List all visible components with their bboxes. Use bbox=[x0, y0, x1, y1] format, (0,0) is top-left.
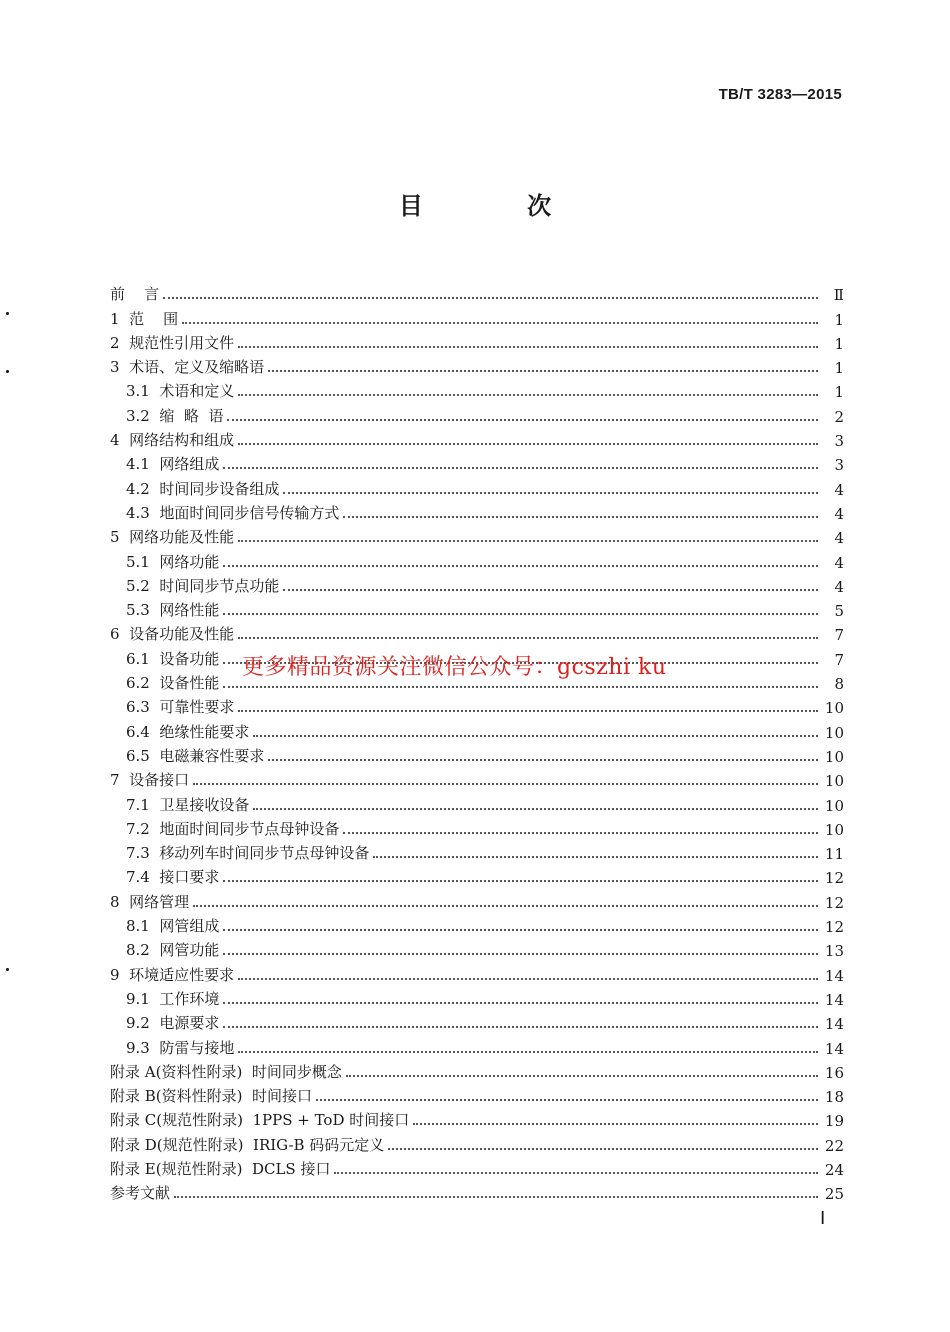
toc-leader-dots bbox=[238, 710, 818, 712]
toc-entry-page: 7 bbox=[834, 626, 844, 645]
toc-entry-label: 2 规范性引用文件 bbox=[110, 333, 235, 352]
toc-leader-dots bbox=[238, 1051, 818, 1053]
toc-entry-label: 7.3 移动列车时间同步节点母钟设备 bbox=[126, 844, 370, 863]
toc-entry-label: 9.1 工作环境 bbox=[126, 989, 220, 1008]
toc-leader-dots bbox=[174, 1196, 818, 1198]
toc-entry bbox=[110, 693, 844, 717]
toc-entry-label: 3.2 缩 略 语 bbox=[126, 406, 224, 425]
toc-leader-dots bbox=[238, 443, 818, 445]
toc-entry-page: 19 bbox=[824, 1112, 844, 1131]
toc-entry-page: 10 bbox=[824, 796, 844, 815]
toc-entry bbox=[110, 1009, 844, 1033]
toc-entry-label: 4 网络结构和组成 bbox=[110, 431, 235, 450]
toc-entry-page: 14 bbox=[824, 1039, 844, 1058]
toc-entry-page: 10 bbox=[824, 723, 844, 742]
toc-entry-page: 8 bbox=[834, 675, 844, 694]
toc-entry bbox=[110, 1179, 844, 1203]
watermark-text: 更多精品资源关注微信公众号：gcszhi ku bbox=[242, 655, 667, 680]
toc-leader-dots bbox=[268, 759, 818, 761]
toc-entry-page: 12 bbox=[824, 918, 844, 937]
toc-entry bbox=[110, 377, 844, 401]
toc-leader-dots bbox=[343, 832, 818, 834]
toc-entry-label: 6 设备功能及性能 bbox=[110, 625, 235, 644]
toc-entry-label: 6.5 电磁兼容性要求 bbox=[126, 746, 265, 765]
toc-entry-label: 附录 B(资料性附录) 时间接口 bbox=[110, 1087, 313, 1106]
toc-entry-label: 4.3 地面时间同步信号传输方式 bbox=[126, 503, 340, 522]
toc-entry-page: 10 bbox=[824, 747, 844, 766]
toc-entry-label: 7.2 地面时间同步节点母钟设备 bbox=[126, 819, 340, 838]
toc-entry bbox=[110, 742, 844, 766]
toc-entry bbox=[110, 474, 844, 498]
standard-code: TB/T 3283—2015 bbox=[718, 86, 842, 103]
toc-entry-label: 4.2 时间同步设备组成 bbox=[126, 479, 280, 498]
toc-entry-label: 6.4 绝缘性能要求 bbox=[126, 722, 250, 741]
toc-entry-label: 9.2 电源要求 bbox=[126, 1014, 220, 1033]
toc-entry-page: 1 bbox=[834, 310, 844, 329]
toc-entry bbox=[110, 572, 844, 596]
toc-entry-label: 附录 D(规范性附录) IRIG-B 码码元定义 bbox=[110, 1135, 385, 1154]
margin-dot bbox=[6, 312, 9, 315]
toc-entry-page: 13 bbox=[824, 942, 844, 961]
toc-entry-label: 7.4 接口要求 bbox=[126, 868, 220, 887]
toc-entry bbox=[110, 766, 844, 790]
toc-entry-page: 14 bbox=[824, 1015, 844, 1034]
toc-entry bbox=[110, 887, 844, 911]
toc-entry bbox=[110, 936, 844, 960]
toc-entry-page: 1 bbox=[834, 334, 844, 353]
toc-entry-page: 16 bbox=[824, 1063, 844, 1082]
toc-entry-page: 4 bbox=[834, 553, 844, 572]
toc-leader-dots bbox=[223, 1026, 818, 1028]
toc-entry-page: 4 bbox=[834, 504, 844, 523]
toc-entry bbox=[110, 863, 844, 887]
toc-leader-dots bbox=[253, 808, 818, 810]
toc-entry bbox=[110, 815, 844, 839]
toc-leader-dots bbox=[182, 322, 818, 324]
toc-leader-dots bbox=[388, 1148, 818, 1150]
toc-entry-page: 1 bbox=[834, 383, 844, 402]
toc-entry bbox=[110, 1082, 844, 1106]
toc-entry bbox=[110, 839, 844, 863]
toc-entry-page: 14 bbox=[824, 966, 844, 985]
toc-entry bbox=[110, 426, 844, 450]
toc-entry-page: 2 bbox=[834, 407, 844, 426]
toc-leader-dots bbox=[163, 297, 818, 299]
toc-entry-label: 9.3 防雷与接地 bbox=[126, 1038, 235, 1057]
margin-dot bbox=[6, 968, 9, 971]
toc-entry-label: 附录 C(规范性附录) 1PPS + ToD 时间接口 bbox=[110, 1111, 410, 1130]
toc-leader-dots bbox=[373, 856, 818, 858]
toc-entry bbox=[110, 790, 844, 814]
toc-entry-label: 5 网络功能及性能 bbox=[110, 528, 235, 547]
toc-entry bbox=[110, 912, 844, 936]
toc-entry bbox=[110, 401, 844, 425]
toc-entry-page: 10 bbox=[824, 820, 844, 839]
page-folio: Ⅰ bbox=[820, 1208, 826, 1228]
toc-entry-page: 22 bbox=[824, 1136, 844, 1155]
toc-entry-label: 5.2 时间同步节点功能 bbox=[126, 576, 280, 595]
toc-entry-page: 14 bbox=[824, 990, 844, 1009]
toc-leader-dots bbox=[334, 1172, 818, 1174]
toc-leader-dots bbox=[193, 905, 818, 907]
toc-leader-dots bbox=[223, 880, 818, 882]
toc-leader-dots bbox=[253, 735, 818, 737]
toc-entry bbox=[110, 1130, 844, 1154]
toc-entry-page: 3 bbox=[834, 432, 844, 451]
table-of-contents bbox=[110, 280, 844, 1203]
toc-entry-page: 4 bbox=[834, 577, 844, 596]
toc-entry bbox=[110, 450, 844, 474]
toc-leader-dots bbox=[316, 1099, 818, 1101]
toc-entry bbox=[110, 596, 844, 620]
toc-entry-page: 12 bbox=[824, 869, 844, 888]
toc-leader-dots bbox=[223, 929, 818, 931]
toc-leader-dots bbox=[238, 637, 818, 639]
toc-leader-dots bbox=[223, 565, 818, 567]
toc-entry-label: 5.1 网络功能 bbox=[126, 552, 220, 571]
toc-leader-dots bbox=[413, 1123, 818, 1125]
toc-entry-label: 8 网络管理 bbox=[110, 892, 190, 911]
toc-entry-page: 3 bbox=[834, 456, 844, 475]
toc-entry bbox=[110, 1033, 844, 1057]
toc-entry-page: 12 bbox=[824, 893, 844, 912]
toc-leader-dots bbox=[346, 1075, 818, 1077]
toc-leader-dots bbox=[283, 589, 818, 591]
toc-leader-dots bbox=[238, 346, 818, 348]
toc-entry bbox=[110, 960, 844, 984]
toc-entry-label: 6.3 可靠性要求 bbox=[126, 698, 235, 717]
margin-dot bbox=[6, 370, 9, 373]
toc-entry bbox=[110, 499, 844, 523]
toc-leader-dots bbox=[238, 394, 818, 396]
toc-entry bbox=[110, 1058, 844, 1082]
toc-leader-dots bbox=[193, 783, 818, 785]
toc-entry-page: 4 bbox=[834, 480, 844, 499]
toc-entry-label: 7.1 卫星接收设备 bbox=[126, 795, 250, 814]
toc-leader-dots bbox=[223, 953, 818, 955]
toc-entry-page: 5 bbox=[834, 602, 844, 621]
toc-entry-page: Ⅱ bbox=[833, 286, 844, 305]
toc-entry-label: 附录 A(资料性附录) 时间同步概念 bbox=[110, 1062, 342, 1081]
toc-entry bbox=[110, 523, 844, 547]
toc-entry-page: 24 bbox=[824, 1160, 844, 1179]
toc-entry-page: 18 bbox=[824, 1088, 844, 1107]
toc-leader-dots bbox=[223, 613, 818, 615]
toc-entry-label: 参考文献 bbox=[110, 1184, 171, 1203]
toc-entry-label: 3 术语、定义及缩略语 bbox=[110, 358, 265, 377]
toc-leader-dots bbox=[283, 492, 818, 494]
toc-entry bbox=[110, 1155, 844, 1179]
toc-entry-label: 1 范 围 bbox=[110, 309, 179, 328]
toc-entry-label: 前 言 bbox=[110, 285, 160, 304]
toc-entry-label: 3.1 术语和定义 bbox=[126, 382, 235, 401]
toc-entry bbox=[110, 304, 844, 328]
toc-leader-dots bbox=[343, 516, 818, 518]
toc-entry-page: 11 bbox=[824, 845, 844, 864]
toc-entry-label: 4.1 网络组成 bbox=[126, 455, 220, 474]
toc-leader-dots bbox=[238, 978, 818, 980]
toc-leader-dots bbox=[268, 370, 818, 372]
toc-entry bbox=[110, 547, 844, 571]
toc-leader-dots bbox=[223, 1002, 818, 1004]
toc-entry-page: 25 bbox=[824, 1185, 844, 1204]
toc-entry bbox=[110, 717, 844, 741]
toc-entry-label: 附录 E(规范性附录) DCLS 接口 bbox=[110, 1159, 331, 1178]
toc-entry bbox=[110, 280, 844, 304]
toc-entry bbox=[110, 620, 844, 644]
toc-entry bbox=[110, 353, 844, 377]
toc-entry-page: 4 bbox=[834, 529, 844, 548]
toc-leader-dots bbox=[223, 686, 818, 688]
toc-entry-label: 6.1 设备功能 bbox=[126, 649, 220, 668]
toc-entry-label: 7 设备接口 bbox=[110, 771, 190, 790]
toc-entry bbox=[110, 985, 844, 1009]
toc-entry-label: 8.1 网管组成 bbox=[126, 917, 220, 936]
toc-entry-label: 5.3 网络性能 bbox=[126, 601, 220, 620]
toc-entry-label: 9 环境适应性要求 bbox=[110, 965, 235, 984]
toc-entry-page: 1 bbox=[834, 359, 844, 378]
toc-leader-dots bbox=[227, 419, 818, 421]
toc-entry-label: 6.2 设备性能 bbox=[126, 674, 220, 693]
toc-leader-dots bbox=[238, 540, 818, 542]
page-title: 目 次 bbox=[398, 192, 600, 220]
toc-entry bbox=[110, 1106, 844, 1130]
toc-entry-label: 8.2 网管功能 bbox=[126, 941, 220, 960]
toc-leader-dots bbox=[223, 467, 818, 469]
toc-entry-page: 10 bbox=[824, 772, 844, 791]
toc-entry-page: 7 bbox=[834, 650, 844, 669]
toc-entry bbox=[110, 329, 844, 353]
toc-entry-page: 10 bbox=[824, 699, 844, 718]
